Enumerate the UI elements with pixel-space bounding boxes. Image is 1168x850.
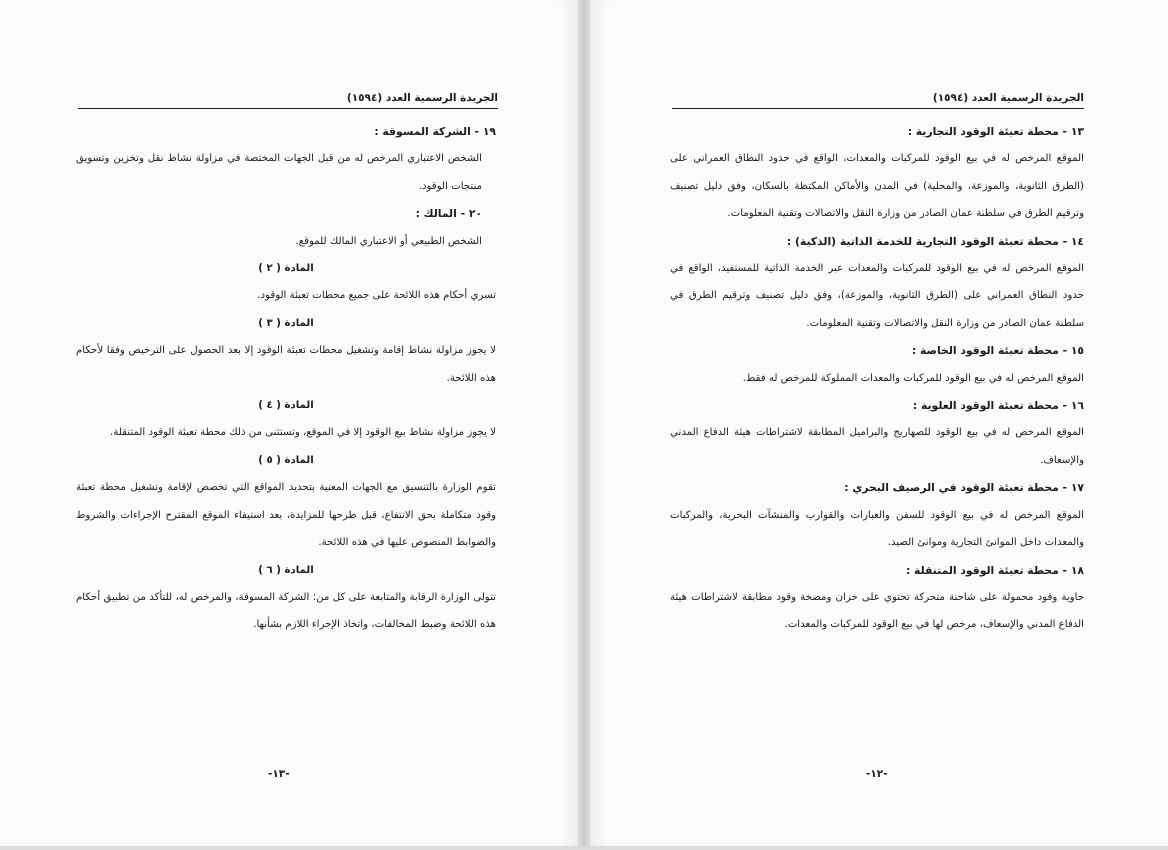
definition-15-text: الموقع المرخص له في بيع الوقود للمركبات والمعدات المملوكة للمرخص له فقط. bbox=[742, 372, 1084, 384]
definition-14-heading: ١٤ - محطة تعبئة الوقود التجارية للخدمة الذاتية (الذكية) : bbox=[786, 234, 1084, 248]
article-5-text: تقوم الوزارة بالتنسيق مع الجهات المعنية بتحديد المواقع التي تخصص لإقامة وتشغيل محطة تعبئة وقود متكاملة بحق الانتفاع، قبل طرحها للمزايدة، بعد استيفاء الموقع المقترح الإجراءات والشروط والضوابط المنصوص عليها في هذه اللائحة. bbox=[76, 482, 496, 549]
definition-16-heading: ١٦ - محطة تعبئة الوقود العلوية : bbox=[912, 399, 1084, 413]
definition-13-heading: ١٣ - محطة تعبئة الوقود التجارية : bbox=[907, 125, 1084, 138]
definition-20-heading: ٢٠ - المالك : bbox=[415, 207, 482, 221]
page-number: -١٢- bbox=[866, 768, 888, 780]
article-2-title: المادة ( ٢ ) bbox=[258, 263, 314, 275]
article-4-title: المادة ( ٤ ) bbox=[258, 400, 314, 412]
page-number: -١٣- bbox=[268, 768, 290, 780]
definition-14-text: الموقع المرخص له في بيع الوقود للمركبات والمعدات عبر الخدمة الذاتية للمستفيد، الواقع في حدود النطاق العمراني على (الطرق الثانوية، والموزعة)، وفق دليل تصنيف وترقيم الطرق في سلطنة عمان الصادر من وزارة النقل والاتصالات وتقنية المعلومات. bbox=[670, 263, 1084, 329]
article-5-title: المادة ( ٥ ) bbox=[258, 454, 314, 466]
definition-16-text: الموقع المرخص له في بيع الوقود للصهاريج والبراميل المطابقة لاشتراطات هيئة الدفاع المدني والإسعاف. bbox=[670, 427, 1084, 466]
definition-13-text: الموقع المرخص له في بيع الوقود للمركبات والمعدات، الواقع في حدود النطاق العمراني على (الطرق الثانوية، والموزعة، والمحلية) في المدن والأماكن المكتظة بالسكان، وفق دليل تصنيف وترقيم الطرق في سلطنة عمان الصادر من وزارة النقل والاتصالات وتقنية المعلومات. bbox=[670, 153, 1084, 220]
book-gutter bbox=[578, 0, 590, 846]
page-12 bbox=[584, 0, 1168, 846]
definition-18-heading: ١٨ - محطة تعبئة الوقود المتنقلة : bbox=[905, 563, 1084, 577]
article-3-title: المادة ( ٣ ) bbox=[258, 317, 314, 329]
page-bottom-edge bbox=[0, 846, 1168, 850]
article-6-title: المادة ( ٦ ) bbox=[258, 564, 314, 576]
running-header: الجريدة الرسمية العدد (١٥٩٤) bbox=[672, 92, 1084, 109]
definition-17-heading: ١٧ - محطة تعبئة الوقود في الرصيف البحري : bbox=[844, 481, 1084, 495]
page-13 bbox=[0, 0, 584, 846]
definition-17-text: الموقع المرخص له في بيع الوقود للسفن والعبارات والقوارب والمنشآت البحرية، والمركبات والمعدات داخل الموانئ التجارية وموانئ الصيد. bbox=[670, 509, 1084, 549]
article-2-text: تسري أحكام هذه اللائحة على جميع محطات تعبئة الوقود. bbox=[257, 290, 496, 302]
article-6-text: تتولى الوزارة الرقابة والمتابعة على كل من: الشركة المسوقة، والمرخص له، للتأكد من تطبيق أحكام هذه اللائحة وضبط المخالفات، واتخاذ الإجراء اللازم بشأنها. bbox=[76, 591, 496, 631]
definition-20-text: الشخص الطبيعي أو الاعتباري المالك للموقع. bbox=[295, 235, 482, 247]
definition-19-text: الشخص الاعتباري المرخص له من قبل الجهات المختصة في مزاولة نشاط نقل وتخزين وتسويق منتجات الوقود. bbox=[76, 153, 482, 192]
definition-19-heading: ١٩ - الشركة المسوقة : bbox=[374, 125, 496, 138]
definition-15-heading: ١٥ - محطة تعبئة الوقود الخاصة : bbox=[911, 344, 1084, 358]
definition-18-text: حاوية وقود محمولة على شاحنة متحركة تحتوي على خزان ومضخة وقود مطابقة لاشتراطات هيئة الدفاع المدني والإسعاف، مرخص لها في بيع الوقود للمركبات والمعدات. bbox=[670, 591, 1084, 631]
running-header: الجريدة الرسمية العدد (١٥٩٤) bbox=[78, 92, 498, 109]
article-3-text: لا يجوز مزاولة نشاط إقامة وتشغيل محطات تعبئة الوقود إلا بعد الحصول على الترخيص وفقا لأحكام هذه اللائحة. bbox=[76, 345, 496, 384]
page-body bbox=[670, 118, 1084, 639]
article-4-text: لا يجوز مزاولة نشاط بيع الوقود إلا في الموقع، وتستثنى من ذلك محطة تعبئة الوقود المتنقلة. bbox=[110, 427, 496, 439]
page-body bbox=[76, 118, 496, 639]
